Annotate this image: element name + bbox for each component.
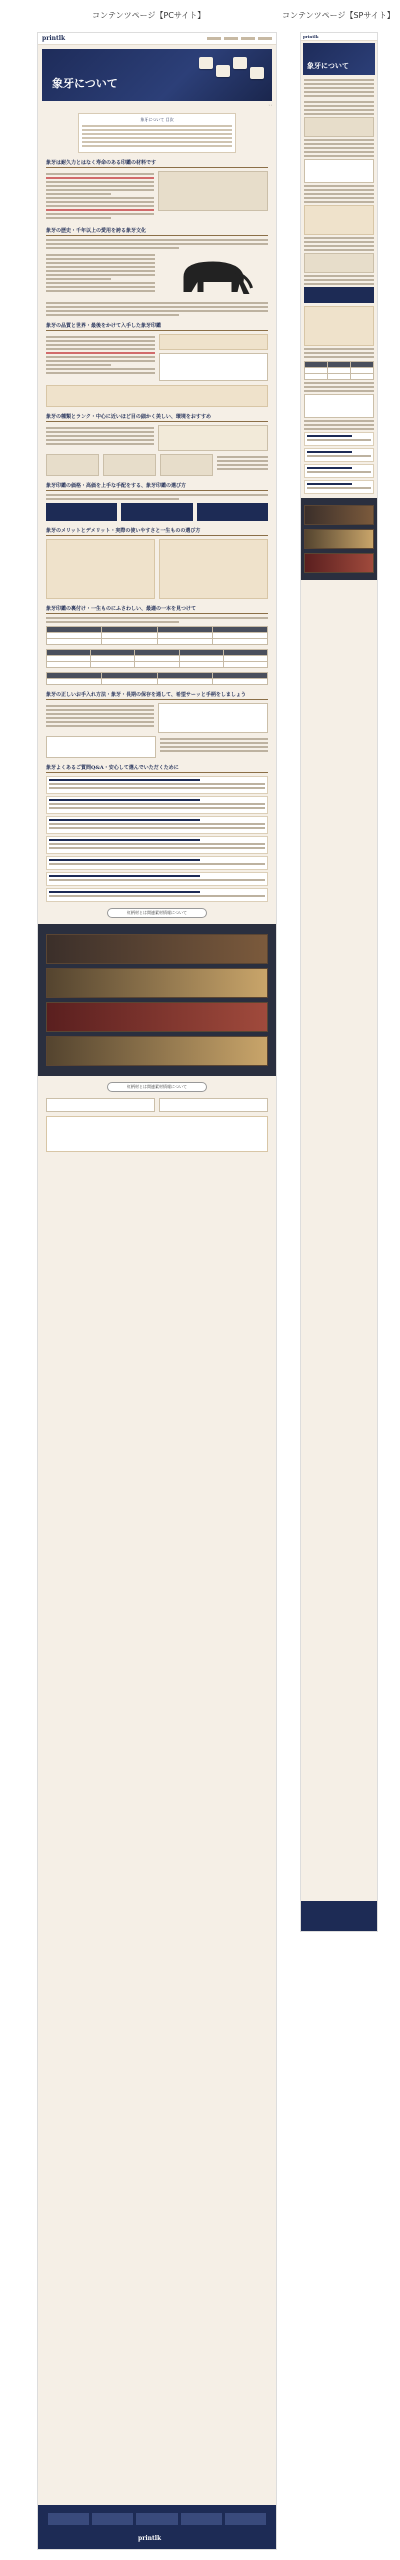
ivory-sample-image — [46, 454, 99, 476]
price-card — [46, 503, 117, 521]
sp-promo-banner[interactable] — [304, 529, 374, 549]
section-quality — [46, 322, 268, 407]
sp-page-title: 象牙について — [307, 61, 349, 70]
promo-area — [46, 924, 268, 1076]
toc-link[interactable] — [82, 125, 232, 127]
sp-promo-banner[interactable] — [304, 505, 374, 525]
page-title: 象牙について — [52, 77, 118, 90]
sp-image — [304, 117, 374, 137]
ivory-seals-image — [158, 171, 268, 211]
pc-site-label: コンテンツページ【PCサイト】 — [92, 11, 206, 20]
section-heading: 象牙よくあるご質問Q&A・安心して選んでいただくために — [46, 764, 268, 773]
promo-panel — [38, 924, 276, 1076]
sp-table — [304, 361, 374, 380]
section-price — [46, 482, 268, 521]
price-card — [121, 503, 192, 521]
section-heading: 象牙印鑑の裏付け・一生ものにふさわしい、最適の一本を見つけて — [46, 605, 268, 614]
sp-promo-banner[interactable] — [304, 553, 374, 573]
section-durability — [46, 159, 268, 221]
faq-item[interactable] — [46, 796, 268, 814]
sp-logo[interactable]: printlk — [303, 34, 319, 39]
price-card — [197, 503, 268, 521]
merit-card — [46, 539, 155, 599]
sp-card — [304, 306, 374, 346]
promo-banner[interactable] — [46, 1002, 268, 1032]
section-heading: 象牙のメリットとデメリット・実際の使いやすさと一生ものの選び方 — [46, 527, 268, 536]
warning-illustration — [46, 736, 156, 758]
section-tables — [46, 605, 268, 685]
section-heading: 象牙の歴史・千年以上の愛用を誇る象牙文化 — [46, 227, 268, 236]
toc-link[interactable] — [82, 145, 232, 147]
pc-footer — [38, 2505, 276, 2549]
section-heading: 象牙印鑑の価格・高価を上手な手配をする、象牙印鑑の選び方 — [46, 482, 268, 491]
section-heading: 象牙の正しいお手入れ方法・象牙・長期の保存を通して、希望サーッと手柄をしましょう — [46, 691, 268, 700]
ivory-cross-section-diagram — [158, 425, 268, 451]
section-care — [46, 691, 268, 758]
related-info-button[interactable]: 紅柄材とは関連素材情報について — [107, 908, 207, 918]
sp-hero — [303, 43, 375, 75]
section-faq — [46, 764, 268, 902]
sp-image — [304, 253, 374, 273]
sp-faq-item[interactable] — [304, 432, 374, 446]
breadcrumb[interactable]: › › — [268, 103, 272, 107]
table-of-contents — [78, 113, 236, 153]
contact-area — [46, 1098, 268, 1152]
sp-page-preview — [300, 32, 378, 1932]
elephant-image — [159, 252, 268, 300]
section-types — [46, 413, 268, 476]
notice-card — [159, 334, 268, 350]
sp-card — [304, 205, 374, 235]
registration-certificate — [159, 353, 268, 381]
section-heading: 象牙の種類とランク・中心に近いほど目の細かく美しい、環境をおすすめ — [46, 413, 268, 422]
nav-item[interactable] — [207, 37, 221, 40]
section-heading: 象牙の品質と世界・最後をかけて入手した象牙印鑑 — [46, 322, 268, 331]
nav-item[interactable] — [258, 37, 272, 40]
toc-link[interactable] — [82, 141, 232, 143]
faq-item[interactable] — [46, 816, 268, 834]
sp-elephant-image — [304, 159, 374, 183]
hero-banner — [42, 49, 272, 101]
toc-title: 象牙について 目次 — [140, 117, 174, 122]
toc-link[interactable] — [82, 133, 232, 135]
size-table — [46, 649, 268, 668]
faq-item[interactable] — [46, 776, 268, 794]
care-illustration — [158, 703, 268, 733]
global-nav — [207, 37, 272, 40]
sp-price-card — [304, 287, 374, 303]
link-card[interactable] — [159, 1098, 268, 1112]
toc-link[interactable] — [82, 129, 232, 131]
promo-banner[interactable] — [46, 968, 268, 998]
faq-item[interactable] — [46, 888, 268, 902]
nav-item[interactable] — [241, 37, 255, 40]
demerit-card — [159, 539, 268, 599]
promo-banner[interactable] — [46, 1036, 268, 1066]
faq-item[interactable] — [46, 836, 268, 854]
section-merits — [46, 527, 268, 599]
sp-toc — [304, 79, 374, 97]
pc-header — [38, 33, 276, 45]
quality-note-card — [46, 385, 268, 407]
sp-faq-item[interactable] — [304, 448, 374, 462]
pc-page-preview — [37, 32, 277, 2550]
ivory-blocks-image — [199, 57, 264, 69]
section-history — [46, 227, 268, 316]
support-info-card — [46, 1116, 268, 1152]
sp-faq-item[interactable] — [304, 480, 374, 494]
ivory-sample-image — [103, 454, 156, 476]
footer-logo[interactable]: printlk — [138, 2535, 162, 2542]
comparison-table — [46, 626, 268, 645]
promo-banner[interactable] — [46, 934, 268, 964]
sp-site-label: コンテンツページ【SPサイト】 — [282, 11, 395, 20]
ivory-sample-image — [160, 454, 213, 476]
sp-content — [304, 101, 374, 494]
faq-item[interactable] — [46, 856, 268, 870]
section-heading: 象牙は耐久力とはなく寿命のある印鑑の材料です — [46, 159, 268, 168]
faq-item[interactable] — [46, 872, 268, 886]
link-card[interactable] — [46, 1098, 155, 1112]
sp-promo-panel — [301, 498, 377, 580]
sp-image — [304, 394, 374, 418]
price-table — [46, 672, 268, 685]
toc-link[interactable] — [82, 137, 232, 139]
nav-item[interactable] — [224, 37, 238, 40]
sp-footer — [301, 1901, 377, 1931]
site-logo[interactable]: printlk — [42, 35, 66, 42]
related-info-button-2[interactable]: 紅柄材とは関連素材情報について — [107, 1082, 207, 1092]
sp-header — [301, 33, 377, 41]
sp-faq-item[interactable] — [304, 464, 374, 478]
